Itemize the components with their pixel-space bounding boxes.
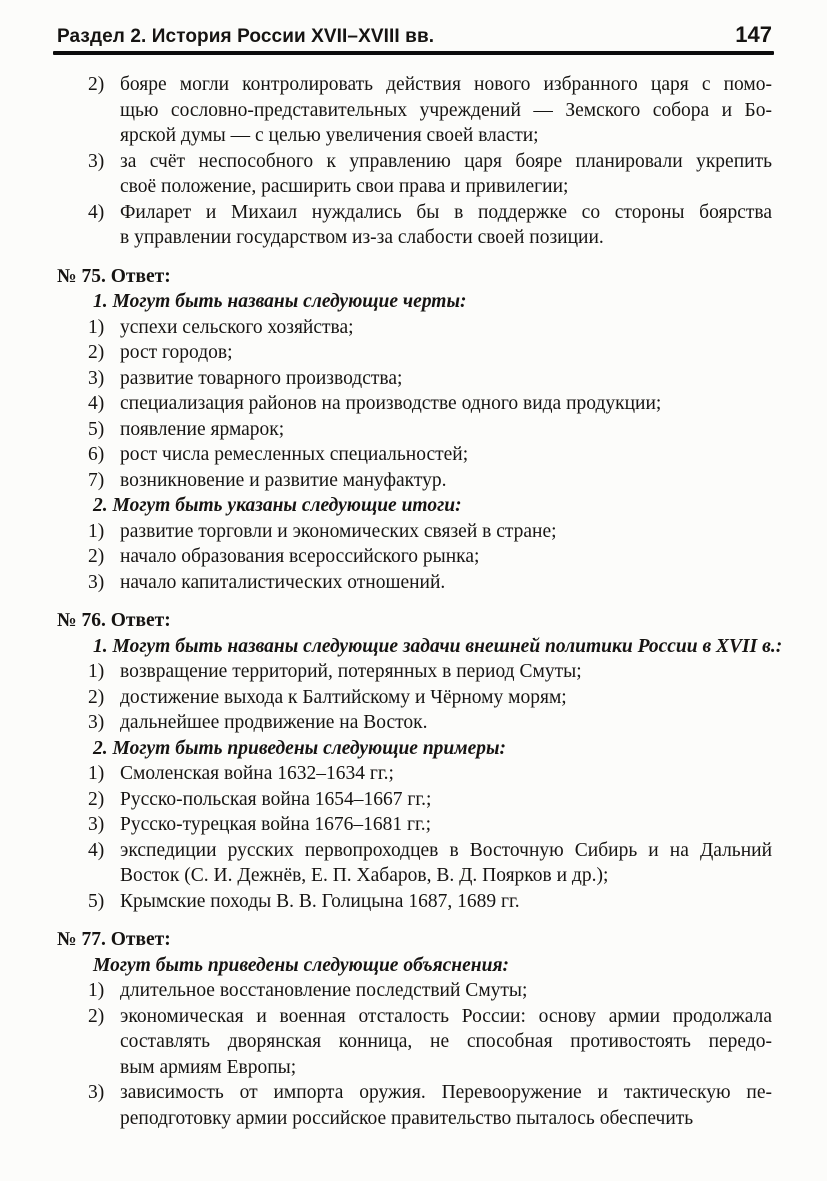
answer-label: № 75. Ответ: xyxy=(57,265,171,287)
item-line: реподготовку армии российское правительство пыталось обеспечить xyxy=(120,1107,694,1129)
item-text xyxy=(120,149,772,200)
subheading: 1. Могут быть названы следующие черты: xyxy=(93,291,467,312)
item-line: Русско-польская война 1654–1667 гг.; xyxy=(120,788,432,810)
page-number: 147 xyxy=(735,22,772,47)
list-item xyxy=(88,710,772,736)
item-line: за счёт неспособного к управлению царя бояре планировали укрепить xyxy=(120,150,772,172)
item-marker: 1) xyxy=(88,661,105,682)
item-line: возникновение и развитие мануфактур. xyxy=(120,469,447,491)
item-marker: 4) xyxy=(88,201,105,223)
page-content xyxy=(0,55,827,1131)
list-item xyxy=(88,442,772,468)
item-text xyxy=(120,978,772,1004)
item-line: экономическая и военная отсталость России: основу армии продолжала xyxy=(120,1005,772,1027)
answer-section xyxy=(57,264,772,596)
item-marker: 4) xyxy=(88,839,105,861)
list-item xyxy=(88,838,772,889)
item-line: возвращение территорий, потерянных в период Смуты; xyxy=(120,661,582,682)
item-text xyxy=(120,519,772,545)
item-line: Крымские походы В. В. Голицына 1687, 1689 гг. xyxy=(120,890,520,912)
list-item xyxy=(88,1004,772,1081)
item-line: развитие торговли и экономических связей в стране; xyxy=(120,520,557,542)
numbered-list xyxy=(57,315,772,494)
list-item xyxy=(88,659,772,685)
answer-label: № 76. Ответ: xyxy=(57,610,171,631)
item-marker: 1) xyxy=(88,980,105,1001)
item-text xyxy=(120,710,772,736)
list-item xyxy=(88,417,772,443)
item-marker: 2) xyxy=(88,342,105,363)
item-marker: 6) xyxy=(88,444,105,465)
item-marker: 1) xyxy=(88,763,105,784)
item-line: экспедиции русских первопроходцев в Восточную Сибирь и на Дальний xyxy=(120,839,772,861)
item-marker: 3) xyxy=(88,1082,105,1103)
item-text xyxy=(120,1080,772,1131)
numbered-list xyxy=(57,761,772,914)
list-item xyxy=(88,315,772,341)
item-marker: 3) xyxy=(88,571,105,593)
item-text xyxy=(120,1004,772,1081)
item-marker: 2) xyxy=(88,74,105,95)
item-line: появление ярмарок; xyxy=(120,418,285,440)
list-item xyxy=(88,391,772,417)
item-line: щью сословно-представительных учреждений — Земского собора и Бо- xyxy=(120,99,772,121)
item-text xyxy=(120,417,772,443)
answer-label: № 77. Ответ: xyxy=(57,929,171,950)
numbered-list xyxy=(57,519,772,596)
numbered-list xyxy=(57,72,772,251)
item-line: начало капиталистических отношений. xyxy=(120,571,446,593)
item-line: зависимость от импорта оружия. Перевооружение и тактическую пе- xyxy=(120,1082,772,1103)
item-text xyxy=(120,685,772,711)
subheading: 1. Могут быть названы следующие задачи внешней политики России в XVII в.: xyxy=(93,635,783,657)
item-line: достижение выхода к Балтийскому и Чёрному морям; xyxy=(120,686,567,708)
list-item xyxy=(88,519,772,545)
item-text xyxy=(120,72,772,149)
subheading: Могут быть приведены следующие объяснения: xyxy=(93,954,509,976)
list-item xyxy=(88,366,772,392)
list-item xyxy=(88,1080,772,1131)
item-text xyxy=(120,889,772,915)
item-line: рост числа ремесленных специальностей; xyxy=(120,444,469,465)
item-line: развитие товарного производства; xyxy=(120,367,403,389)
item-marker: 3) xyxy=(88,150,105,172)
item-marker: 4) xyxy=(88,393,105,414)
list-item xyxy=(88,570,772,596)
item-line: рост городов; xyxy=(120,342,233,363)
list-item xyxy=(88,812,772,838)
list-item xyxy=(88,72,772,149)
item-line: бояре могли контролировать действия нового избранного царя с помо- xyxy=(120,74,772,95)
item-text xyxy=(120,200,772,251)
item-marker: 2) xyxy=(88,788,105,810)
item-line: в управлении государством из-за слабости своей позиции. xyxy=(120,227,604,248)
numbered-list xyxy=(57,659,772,736)
item-line: начало образования всероссийского рынка; xyxy=(120,546,480,567)
item-line: Русско-турецкая война 1676–1681 гг.; xyxy=(120,814,432,835)
item-text xyxy=(120,442,772,468)
item-text xyxy=(120,570,772,596)
item-line: длительное восстановление последствий Смуты; xyxy=(120,980,528,1001)
item-marker: 3) xyxy=(88,712,105,733)
item-text xyxy=(120,391,772,417)
subheading: 2. Могут быть приведены следующие примеры: xyxy=(93,737,507,759)
list-item xyxy=(88,468,772,494)
answer-section xyxy=(57,927,772,1131)
item-line: ярской думы — с целью увеличения своей власти; xyxy=(120,125,539,146)
item-marker: 2) xyxy=(88,1005,105,1027)
item-text xyxy=(120,468,772,494)
list-item xyxy=(88,340,772,366)
item-line: успехи сельского хозяйства; xyxy=(120,316,354,338)
item-line: составлять дворянская конница, не способная противостоять передо- xyxy=(120,1031,772,1052)
item-marker: 5) xyxy=(88,890,105,912)
list-item xyxy=(88,761,772,787)
item-line: дальнейшее продвижение на Восток. xyxy=(120,712,428,733)
section-title: Раздел 2. История России XVII–XVIII вв. xyxy=(57,26,435,47)
subheading: 2. Могут быть указаны следующие итоги: xyxy=(93,495,462,516)
item-marker: 1) xyxy=(88,520,105,542)
item-text xyxy=(120,659,772,685)
item-marker: 3) xyxy=(88,367,105,389)
item-marker: 2) xyxy=(88,546,105,567)
item-text xyxy=(120,787,772,813)
list-item xyxy=(88,889,772,915)
item-text xyxy=(120,340,772,366)
item-text xyxy=(120,812,772,838)
item-marker: 5) xyxy=(88,418,105,440)
item-line: вым армиям Европы; xyxy=(120,1056,297,1078)
item-line: специализация районов на производстве одного вида продукции; xyxy=(120,393,662,414)
answer-section xyxy=(57,608,783,914)
list-item xyxy=(88,978,772,1004)
item-text xyxy=(120,761,772,787)
item-line: Филарет и Михаил нуждались бы в поддержке со стороны боярства xyxy=(120,201,772,223)
item-marker: 2) xyxy=(88,686,105,708)
item-line: своё положение, расширить свои права и привилегии; xyxy=(120,176,569,197)
numbered-list xyxy=(57,978,772,1131)
list-item xyxy=(88,200,772,251)
list-item xyxy=(88,544,772,570)
item-text xyxy=(120,366,772,392)
item-marker: 3) xyxy=(88,814,105,835)
list-item xyxy=(88,685,772,711)
item-marker: 7) xyxy=(88,469,105,491)
item-text xyxy=(120,544,772,570)
item-marker: 1) xyxy=(88,316,105,338)
item-line: Смоленская война 1632–1634 гг.; xyxy=(120,763,394,784)
list-item xyxy=(88,149,772,200)
item-text xyxy=(120,315,772,341)
item-text xyxy=(120,838,772,889)
list-item xyxy=(88,787,772,813)
page-header xyxy=(0,0,827,48)
item-line: Восток (С. И. Дежнёв, Е. П. Хабаров, В. Д. Поярков и др.); xyxy=(120,865,609,886)
